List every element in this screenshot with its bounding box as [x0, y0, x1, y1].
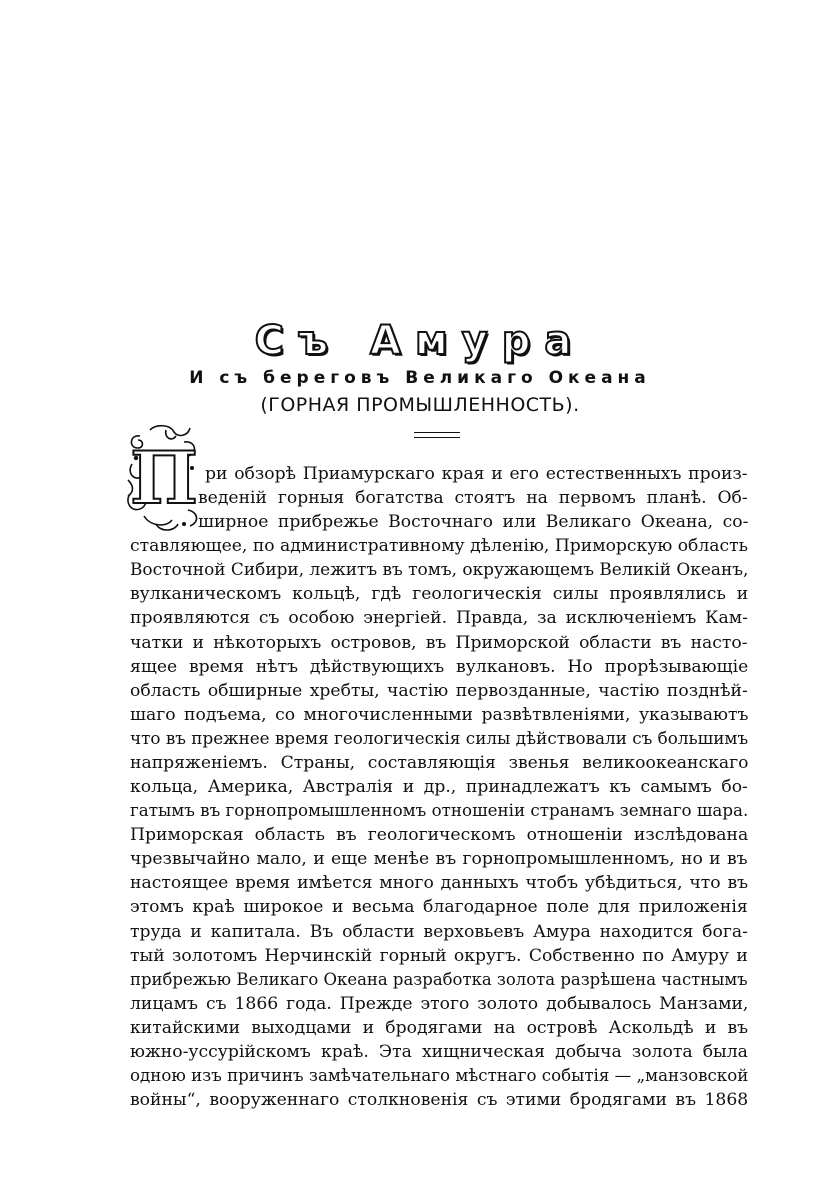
text-line: этомъ краѣ широкое и весьма благодарное поле для приложенія	[130, 897, 748, 918]
text-line: одною изъ причинъ замѣчательнаго мѣстнаго событія — „манзовской	[130, 1066, 749, 1086]
text-line: тый золотомъ Нерчинскій горный округъ. Собственно по Амуру и	[130, 945, 748, 966]
page-subtitle-note: (ГОРНАЯ ПРОМЫШЛЕННОСТЬ).	[260, 394, 580, 416]
text-line: настоящее время имѣется много данныхъ чтобъ убѣдиться, что въ	[130, 873, 749, 894]
text-line: Приморская область въ геологическомъ отношеніи изслѣдована	[130, 825, 749, 846]
page-title: Съ Амура	[254, 318, 586, 364]
text-line: труда и капитала. Въ области верховьевъ Амура находится бога-	[130, 921, 748, 942]
ornamental-dropcap	[126, 424, 202, 532]
text-line: чрезвычайно мало, и еще менѣе въ горнопромышленномъ, но и въ	[130, 849, 748, 870]
text-line: чатки и нѣкоторыхъ островов, въ Приморской области въ насто-	[130, 632, 748, 653]
text-line: китайскими выходцами и бродягами на островѣ Аскольдѣ и въ	[130, 1017, 749, 1038]
text-line: ставляющее, по административному дѣленію, Приморскую область	[130, 536, 748, 557]
text-line: кольца, Америка, Австралія и др., принадлежатъ къ самымъ бо-	[130, 777, 748, 798]
title-divider	[414, 432, 460, 438]
text-line: веденій горныя богатства стоятъ на первомъ планѣ. Об-	[198, 488, 748, 509]
text-line: ри обзорѣ Приамурскаго края и его естественныхъ произ-	[205, 464, 748, 484]
text-line: войны“, вооруженнаго столкновенія съ этими бродягами въ 1868	[130, 1090, 749, 1111]
text-line: ширное прибрежье Восточнаго или Великаго Океана, со-	[198, 512, 749, 533]
text-line: гатымъ въ горнопромышленномъ отношеніи странамъ земнаго шара.	[130, 801, 749, 822]
text-line: напряженіемъ. Страны, составляющія звенья великоокеанскаго	[130, 752, 749, 773]
text-line: вулканическомъ кольцѣ, гдѣ геологическія силы проявлялись и	[130, 584, 749, 605]
text-line: прибрежью Великаго Океана разработка золота разрѣшена частнымъ	[130, 969, 748, 990]
text-line: что въ прежнее время геологическія силы дѣйствовали съ большимъ	[130, 728, 749, 749]
text-line: лицамъ съ 1866 года. Прежде этого золото добывалось Манзами,	[130, 993, 749, 1014]
text-line: Восточной Сибири, лежитъ въ томъ, окружающемъ Великій Океанъ,	[130, 560, 749, 581]
text-line: область обширные хребты, частію первозданные, частію позднѣй-	[130, 680, 748, 701]
page-subtitle: И съ береговъ Великаго Океана	[189, 368, 651, 388]
text-line: шаго подъема, со многочисленными развѣтвленіями, указываютъ	[130, 704, 749, 725]
text-line: проявляются съ особою энергіей. Правда, за исключеніемъ Кам-	[130, 608, 748, 629]
dropcap-letter: П	[130, 435, 198, 520]
text-line: ящее время нѣтъ дѣйствующихъ вулкановъ. Но прорѣзывающіе	[130, 656, 749, 677]
text-line: южно-уссурійскомъ краѣ. Эта хищническая добыча золота была	[130, 1041, 748, 1062]
